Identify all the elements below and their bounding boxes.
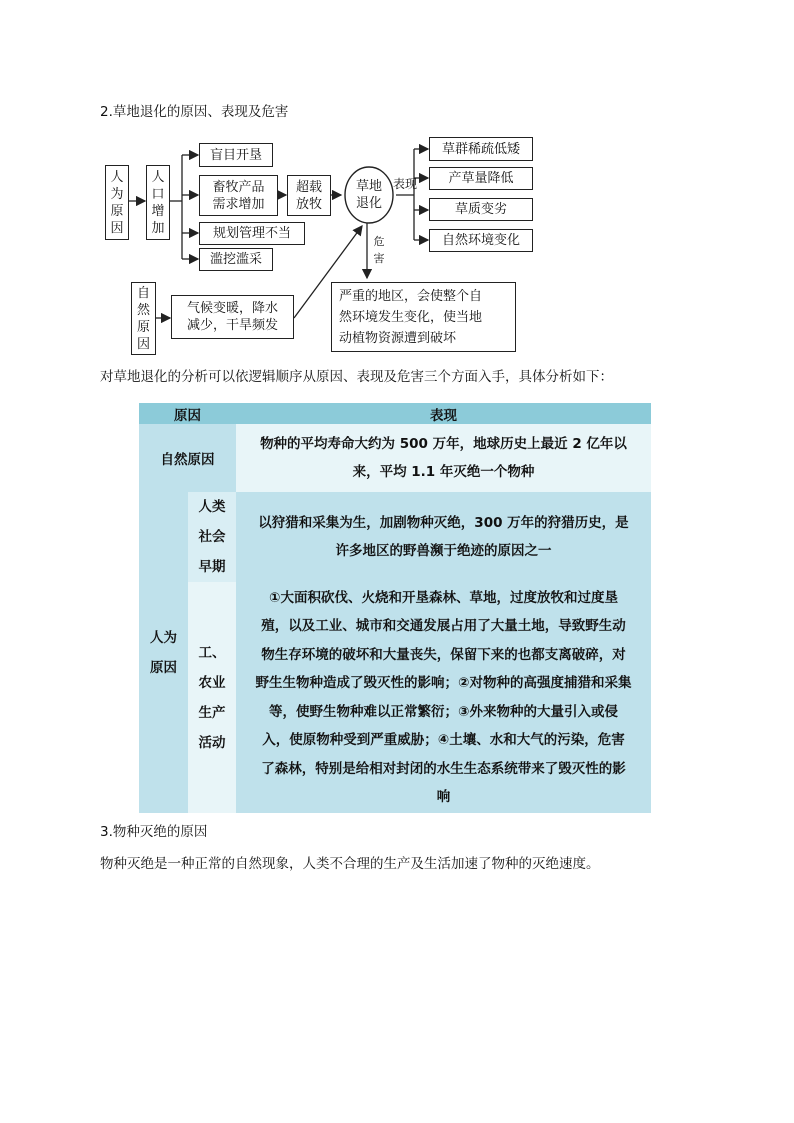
section-heading-3: 3.物种灭绝的原因: [100, 824, 208, 840]
section-heading-2: 2.草地退化的原因、表现及危害: [100, 104, 289, 120]
symptom-box: 草质变劣: [429, 198, 533, 221]
header-cause: 原因: [139, 403, 236, 424]
natural-cause-cell: 自然原因: [139, 424, 236, 492]
overgrazing-box: 超载 放牧: [287, 175, 331, 216]
industry-manifestation-cell: ①大面积砍伐、火烧和开垦森林、草地，过度放牧和过度垦 殖，以及工业、城市和交通发展占用了大量土地，导致野生动 物生存环境的破坏和大量丧失，保留下来的也都支离破碎，对 野生生物种造成了毁灭性的影响；②对物种的高强度捕猎和采集 等，使野生物种难以正常繁衍；③外来物种的大量引入或侵 入，使原物种受到严重威胁；④土壤、水和大气的污染，危害 了森林，特别是给相对封闭的水生生态系统带来了毁灭性的影 响: [236, 582, 651, 813]
symptom-box: 自然环境变化: [429, 229, 533, 252]
harm-description-box: 严重的地区，会使整个自 然环境发生变化，使当地 动植物资源遭到破坏: [331, 282, 516, 352]
intro-paragraph: 对草地退化的分析可以依逻辑顺序从原因、表现及危害三个方面入手，具体分析如下：: [100, 369, 613, 385]
industry-agriculture-cell: 工、 农业 生产 活动: [188, 582, 236, 813]
early-society-cell: 人类 社会 早期: [188, 492, 236, 582]
early-society-manifestation-cell: 以狩猎和采集为生，加剧物种灭绝，300 万年的狩猎历史，是 许多地区的野兽濒于绝迹的原因之一: [236, 492, 651, 582]
harm-label: 危 害: [373, 235, 385, 265]
human-cause-box: 人 为 原 因: [105, 165, 129, 240]
human-cause-cell: 人为 原因: [139, 492, 188, 813]
natural-manifestation-cell: 物种的平均寿命大约为 500 万年，地球历史上最近 2 亿年以 来，平均 1.1 年灭绝一个物种: [236, 424, 651, 492]
grassland-degradation-node: 草地 退化: [355, 179, 382, 211]
grassland-degradation-diagram: [0, 0, 794, 370]
livestock-demand-box: 畜牧产品 需求增加: [199, 175, 278, 216]
header-manifestation: 表现: [236, 403, 651, 424]
symptom-box: 草群稀疏低矮: [429, 137, 533, 161]
population-increase-box: 人 口 增 加: [146, 165, 170, 240]
extinction-cause-table: [139, 403, 651, 813]
closing-paragraph: 物种灭绝是一种正常的自然现象，人类不合理的生产及生活加速了物种的灭绝速度。: [100, 856, 600, 872]
blind-reclaim-box: 盲目开垦: [199, 143, 273, 167]
mismanagement-box: 规划管理不当: [199, 222, 305, 245]
manifestation-label: 表现: [393, 177, 418, 191]
natural-cause-box: 自 然 原 因: [131, 282, 156, 355]
symptom-box: 产草量降低: [429, 167, 533, 190]
overdigging-box: 滥挖滥采: [199, 248, 273, 271]
climate-change-box: 气候变暖，降水 减少，干旱频发: [171, 295, 294, 339]
